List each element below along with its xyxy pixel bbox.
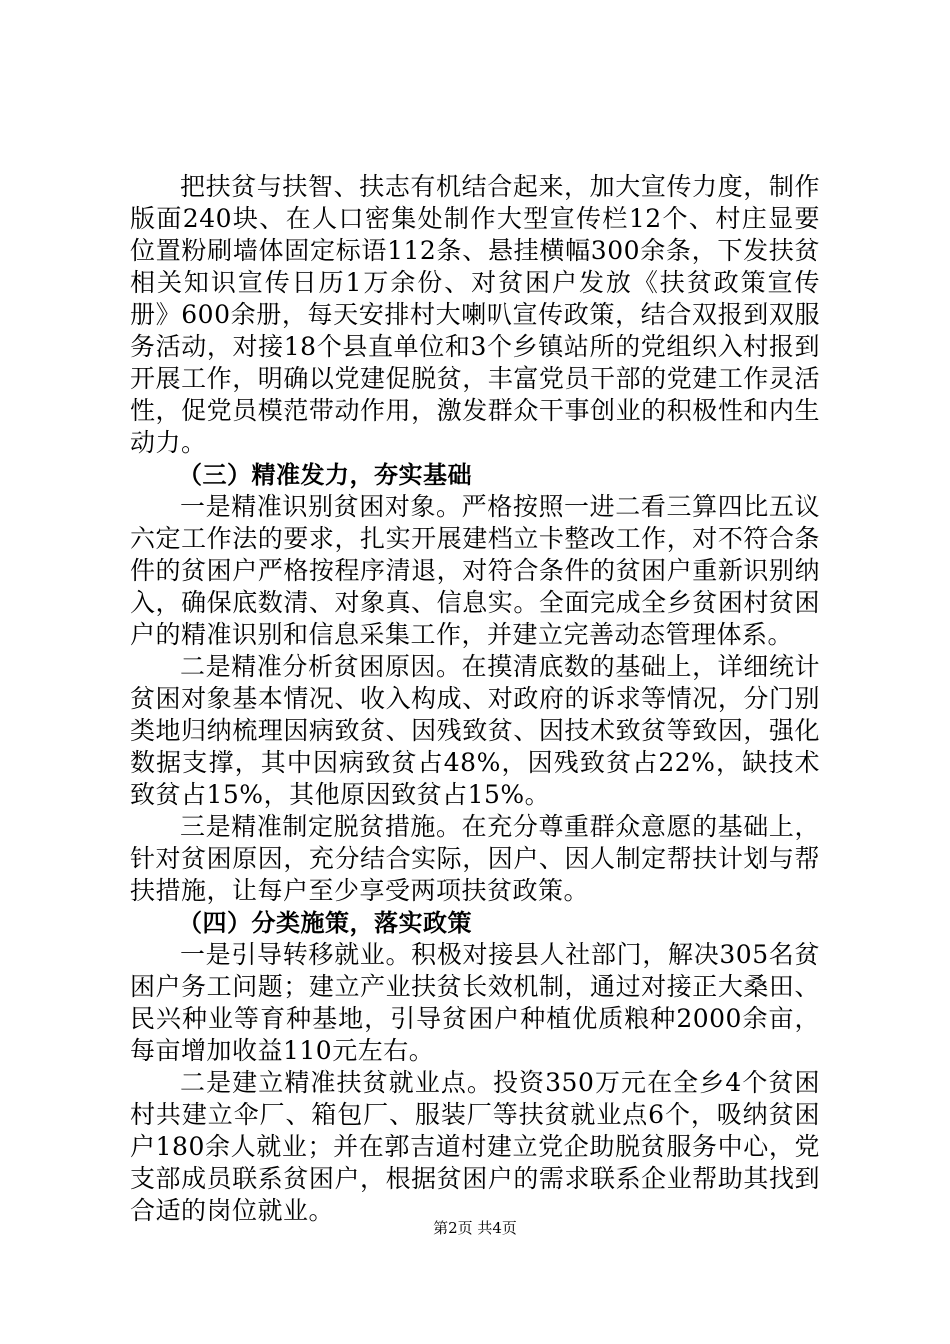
paragraph-publicity: 把扶贫与扶智、扶志有机结合起来，加大宣传力度，制作版面240块、在人口密集处制作大型宣传栏12个、村庄显要位置粉刷墙体固定标语112条、悬挂横幅300余条，下发扶贫相关知识宣传日历1万余份、对贫困户发放《扶贫政策宣传册》600余册，每天安排村大喇叭宣传政策，结合双报到双服务活动，对接18个县直单位和3个乡镇站所的党组织入村报到开展工作，明确以党建促脱贫，丰富党员干部的党建工作灵活性，促党员模范带动作用，激发群众干事创业的积极性和内生动力。 xyxy=(130,172,820,457)
section-heading-3: （三）精准发力，夯实基础 xyxy=(178,461,472,489)
section-heading-4: （四）分类施策，落实政策 xyxy=(178,909,472,937)
paragraph-employment: 一是引导转移就业。积极对接县人社部门，解决305名贫困户务工问题；建立产业扶贫长效机制，通过对接正大桑田、民兴种业等育种基地，引导贫困户种植优质粮种2000余亩，每亩增加收益110元左右。 xyxy=(130,940,820,1065)
paragraph-employment-points: 二是建立精准扶贫就业点。投资350万元在全乡4个贫困村共建立伞厂、箱包厂、服装厂等扶贫就业点6个，吸纳贫困户180余人就业；并在郭吉道村建立党企助脱贫服务中心，党支部成员联系贫困户，根据贫困户的需求联系企业帮助其找到合适的岗位就业。 xyxy=(130,1068,820,1225)
paragraph-identify-targets: 一是精准识别贫困对象。严格按照一进二看三算四比五议六定工作法的要求，扎实开展建档立卡整改工作，对不符合条件的贫困户严格按程序清退，对符合条件的贫困户重新识别纳入，确保底数清、对象真、信息实。全面完成全乡贫困村贫困户的精准识别和信息采集工作，并建立完善动态管理体系。 xyxy=(130,492,820,649)
document-body xyxy=(130,171,820,1227)
paragraph-analyze-causes: 二是精准分析贫困原因。在摸清底数的基础上，详细统计贫困对象基本情况、收入构成、对政府的诉求等情况，分门别类地归纳梳理因病致贫、因残致贫、因技术致贫等致因，强化数据支撑，其中因病致贫占48%，因残致贫占22%，缺技术致贫占15%，其他原因致贫占15%。 xyxy=(130,652,820,809)
paragraph-measures: 三是精准制定脱贫措施。在充分尊重群众意愿的基础上，针对贫困原因，充分结合实际，因户、因人制定帮扶计划与帮扶措施，让每户至少享受两项扶贫政策。 xyxy=(130,812,820,905)
page-footer: 第2页 共4页 xyxy=(433,1219,517,1237)
